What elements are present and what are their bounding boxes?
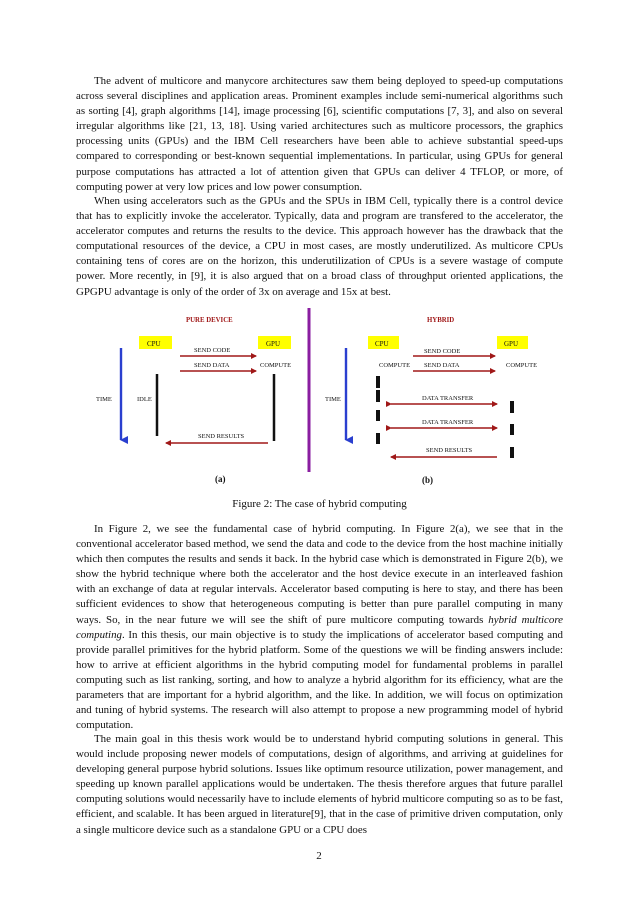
paragraph-intro-text: The advent of multicore and manycore architectures saw them being deployed to speed-up computations across several disciplines and application areas. Prominent examples include semi-numerical algorithms such as sorting [4], graph algorithms [14], image processing [6], scientific computations [7, 3], and also on several irregular algorithms like [21, 13, 18]. Using varied architectures such as multicore processors, the graphics processing units (GPUs) and the IBM Cell researchers have been able to achieve substantial speed-ups compared to corresponding or best-known sequential implementations. In particular, using GPUs for general purpose computations has attracted a lot of attention given that GPUs can deliver 4 TFLOP, or more, of computing power at very low prices and low power consumption. xyxy=(76,75,563,193)
send-data-label-right: SEND DATA xyxy=(424,362,460,369)
data-transfer-label-2: DATA TRANSFER xyxy=(422,419,474,426)
figure-caption: Figure 2: The case of hybrid computing xyxy=(232,498,407,510)
paragraph-main-goal-text: The main goal in this thesis work would be to understand hybrid computing solutions in general. This would include proposing newer models of computations, design of algorithms, and arriving at guidelines for developing general purpose hybrid solutions. Issues like optimum resource utilization, power management, and speeding up known parallel applications would be undertaken. The thesis therefore argues that future parallel computing solutions would necessarily have to include elements of hybrid multicore computing so as to be fast, efficient, and scalable. It has been argued in literature[9], that in the case of primitive driven computation, only a single multicore device such as a standalone GPU or a CPU does xyxy=(76,733,563,836)
paragraph-hybrid-case-text-a: In Figure 2, we see the fundamental case of hybrid computing. In Figure 2(a), we see that in the conventional accelerator based method, we send the data and code to the device from the host machine initially which then computes the results and sends it back. In the hybrid case which is demonstrated in Figure 2(b), we show the hybrid technique where both the accelerator and the host device execute in an interleaved fashion with an exchange of data at regular intervals. Accelerator based computing is here to stay, and there has been sufficient evidences to show that heterogeneous computing is better than pure parallel computing in many ways. So, in the near future we will see the shift of pure multicore computing towards xyxy=(76,523,563,626)
gpu-label-right: GPU xyxy=(504,340,519,348)
compute-label-cpu-right: COMPUTE xyxy=(379,362,411,369)
paragraph-main-goal xyxy=(76,732,563,838)
pure-device-title: PURE DEVICE xyxy=(186,317,233,324)
data-transfer-label-1: DATA TRANSFER xyxy=(422,395,474,402)
cpu-label-left: CPU xyxy=(147,340,161,348)
paragraph-hybrid-case xyxy=(76,522,563,733)
gpu-compute-segments xyxy=(510,401,514,458)
page-number: 2 xyxy=(316,850,322,862)
time-label-right: TIME xyxy=(325,396,341,403)
send-data-label-left: SEND DATA xyxy=(194,362,230,369)
gpu-label-left: GPU xyxy=(266,340,281,348)
subfigure-label-a: (a) xyxy=(215,474,226,484)
send-results-label-right: SEND RESULTS xyxy=(426,447,473,454)
send-results-label-left: SEND RESULTS xyxy=(198,433,245,440)
emphasis-hybrid-multicore: hybrid multicore computing xyxy=(76,613,564,641)
cpu-label-right: CPU xyxy=(375,340,389,348)
compute-label-left: COMPUTE xyxy=(260,362,292,369)
time-label-left: TIME xyxy=(96,396,112,403)
send-code-label-right: SEND CODE xyxy=(424,348,461,355)
send-code-label-left: SEND CODE xyxy=(194,347,231,354)
subfigure-label-b: (b) xyxy=(422,475,433,485)
compute-label-gpu-right: COMPUTE xyxy=(506,362,538,369)
paragraph-accelerators xyxy=(76,194,563,300)
idle-label: IDLE xyxy=(137,396,152,403)
figure-hybrid-computing xyxy=(0,300,638,498)
paragraph-intro xyxy=(76,74,563,195)
hybrid-title: HYBRID xyxy=(427,317,455,324)
paragraph-hybrid-case-text-b: . In this thesis, our main objective is to study the implications of accelerator based computing and provide parallel primitives for the hybrid platform. Some of the questions we will be finding answers include: how to arrive at efficient algorithms in the hybrid computing model for fundamental problems in parallel computing such as list ranking, sorting, and how to analyze a hybrid algorithm for its efficiency, what are the parameters that are important for a hybrid algorithm, and the like. In addition, we will focus on optimization and tuning of hybrid systems. The research will also attempt to propose a new programming model of hybrid computation. xyxy=(76,628,563,732)
paragraph-accelerators-text: When using accelerators such as the GPUs and the SPUs in IBM Cell, typically there is a control device that has to explicitly invoke the accelerator. Typically, data and program are transfered to the accelerator, the accelerator computes and returns the results to the device. This approach however has the drawback that the computational resources of the device, a CPU in most cases, are mostly underutilized. As multicore CPUs containing tens of cores are on the horizon, this underutilization of CPUs is a severe wastage of compute power. More recently, in [9], it is also argued that on a broad class of throughput oriented applications, the GPGPU advantage is only of the order of 3x on average and 15x at best. xyxy=(76,195,563,298)
cpu-compute-segments xyxy=(376,376,380,444)
